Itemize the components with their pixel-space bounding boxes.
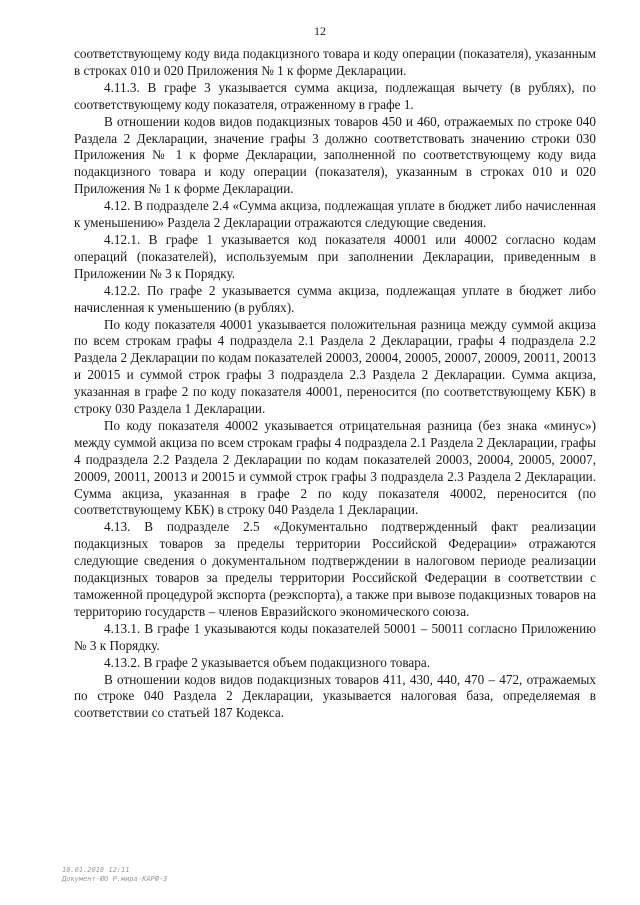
paragraph: 4.11.3. В графе 3 указывается сумма акциза, подлежащая вычету (в рублях), по соответствующему коду показателя, отраженному в графе 1. xyxy=(74,79,596,112)
footer-line: 10.01.2018 12:11 xyxy=(62,866,130,874)
paragraph: 4.13. В подразделе 2.5 «Документально подтвержденный факт реализации подакцизных товаров за пределы территории Российской Федерации» отражаются следующие сведения о документальном подтверждении в налоговом периоде реализации подакцизных товаров за пределы территории Российской Федерации в соответствии с таможенной процедурой экспорта (реэкспорта), а также при вывозе подакцизных товаров на территорию государств – членов Евразийского экономического союза. xyxy=(74,519,596,619)
paragraph: 4.12. В подразделе 2.4 «Сумма акциза, подлежащая уплате в бюджет либо начисленная к уменьшению» Раздела 2 Декларации отражаются следующие сведения. xyxy=(74,198,596,231)
paragraph: По коду показателя 40002 указывается отрицательная разница (без знака «минус») между суммой акциза по всем строкам графы 4 подраздела 2.1 Раздела 2 Декларации, графы 4 подраздела 2.2 Раздела 2 Декларации по кодам показателей 20003, 20004, 20005, 20007, 20009, 20011, 20013 и 20015 и суммой строк графы 3 подраздела 2.3 Раздела 2 Декларации. Сумма акциза, указанная в графе 2 по коду показателя 40002, переносится (по соответствующему КБК) в строку 040 Раздела 1 Декларации. xyxy=(74,417,596,518)
footer-line: Документ-ЮО Р.мира-КАРФ-3 xyxy=(62,875,168,883)
paragraph: 4.13.2. В графе 2 указывается объем подакцизного товара. xyxy=(104,654,431,670)
paragraph: В отношении кодов видов подакцизных товаров 450 и 460, отражаемых по строке 040 Раздела 2 Декларации, значение графы 3 должно соответствовать значению строки 030 Приложения № 1 к форме Декларации, заполненной по соответствующему коду вида подакцизного товара и коду операции (показателя), указанным в строках 010 и 020 Приложения № 1 к форме Декларации. xyxy=(74,113,596,197)
body-text xyxy=(74,46,596,722)
paragraph: По коду показателя 40001 указывается положительная разница между суммой акциза по всем строкам графы 4 подраздела 2.1 Раздела 2 Декларации, графы 4 подраздела 2.2 Раздела 2 Декларации по кодам показателей 20003, 20004, 20005, 20007, 20009, 20011, 20013 и 20015 и суммой строк графы 3 подраздела 2.3 Раздела 2 Декларации. Сумма акциза, указанная в графе 2 по коду показателя 40001, переносится (по соответствующему КБК) в строку 030 Раздела 1 Декларации. xyxy=(74,316,596,417)
paragraph: соответствующему коду вида подакцизного товара и коду операции (показателя), указанным в строках 010 и 020 Приложения № 1 к форме Декларации. xyxy=(74,46,596,78)
paragraph: 4.13.1. В графе 1 указываются коды показателей 50001 – 50011 согласно Приложению № 3 к Порядку. xyxy=(74,620,596,653)
page-number: 12 xyxy=(314,24,326,38)
paragraph: 4.12.2. По графе 2 указывается сумма акциза, подлежащая уплате в бюджет либо начисленная к уменьшению (в рублях). xyxy=(74,282,596,315)
footer-stamp xyxy=(62,866,167,884)
paragraph: 4.12.1. В графе 1 указывается код показателя 40001 или 40002 согласно кодам операций (показателей), используемым при заполнении Декларации, приведенным в Приложении № 3 к Порядку. xyxy=(74,231,596,281)
paragraph: В отношении кодов видов подакцизных товаров 411, 430, 440, 470 – 472, отражаемых по строке 040 Раздела 2 Декларации, указывается налоговая база, определяемая в соответствии со статьей 187 Кодекса. xyxy=(74,671,596,721)
